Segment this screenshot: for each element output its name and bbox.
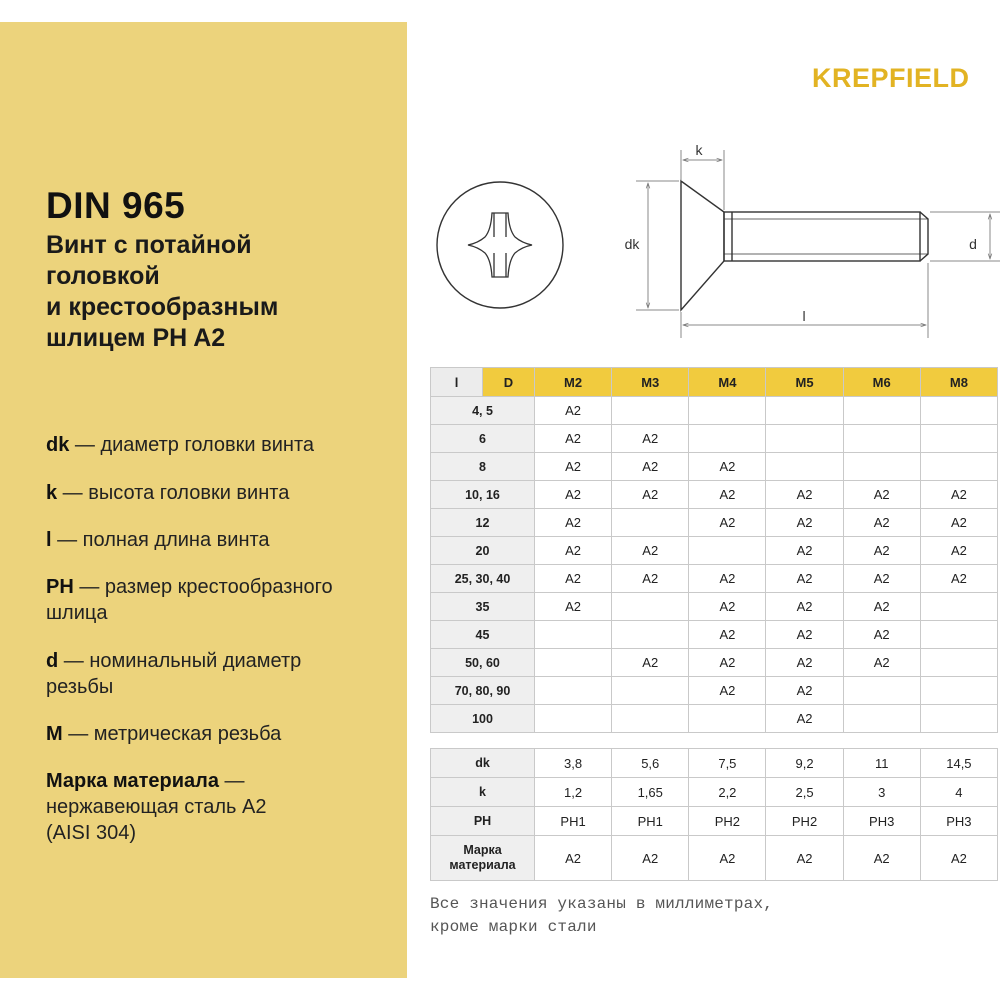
dims-cell: PH2 [766,807,843,836]
availability-cell: A2 [843,649,920,677]
availability-cell [689,705,766,733]
availability-cell: A2 [843,621,920,649]
availability-cell [843,425,920,453]
availability-cell: A2 [535,397,612,425]
availability-cell [689,537,766,565]
availability-cell: A2 [689,621,766,649]
availability-cell [920,425,997,453]
dims-row [431,749,998,778]
row-length-label: 8 [431,453,535,481]
row-length-label: 10, 16 [431,481,535,509]
legend-item-l [46,527,396,553]
availability-cell [766,453,843,481]
dims-cell: PH3 [920,807,997,836]
row-length-label: 20 [431,537,535,565]
availability-cell: A2 [535,481,612,509]
availability-cell: A2 [612,481,689,509]
subtitle-line: головкой [46,262,160,290]
availability-cell: A2 [766,509,843,537]
availability-cell: A2 [766,537,843,565]
note-line: кроме марки стали [430,918,597,936]
dims-cell: A2 [766,836,843,881]
header-l: l [431,368,483,397]
availability-cell: A2 [766,705,843,733]
availability-cell: A2 [766,621,843,649]
dimension-label-dk: dk [624,236,640,252]
table-row [431,565,998,593]
dims-cell: 4 [920,778,997,807]
column-header: M6 [843,368,920,397]
row-length-label: 25, 30, 40 [431,565,535,593]
screw-head-top-view [437,182,563,308]
dims-cell: 1,65 [612,778,689,807]
subtitle-line: шлицем PH A2 [46,324,226,352]
legend-key: M [46,723,63,745]
availability-cell [535,677,612,705]
availability-cell [920,397,997,425]
legend-item-d [46,648,346,700]
availability-cell: A2 [535,565,612,593]
legend-text: — метрическая резьба [62,723,282,745]
availability-cell: A2 [535,453,612,481]
legend-text: — диаметр головки винта [69,434,315,456]
page-title: DIN 965 [46,185,186,226]
dimension-label-d: d [969,236,977,252]
row-length-label: 50, 60 [431,649,535,677]
legend-key: d [46,650,59,672]
column-header: M3 [612,368,689,397]
dims-row-label-line: материала [449,858,516,872]
row-length-label: 100 [431,705,535,733]
availability-cell: A2 [612,425,689,453]
availability-cell [843,397,920,425]
table-row [431,593,998,621]
dims-cell: 5,6 [612,749,689,778]
screw-drawing [0,0,1000,360]
availability-table [430,367,998,733]
availability-cell [843,677,920,705]
legend-item-ph [46,574,381,626]
legend-text: — размер крестообразного шлица [46,576,333,624]
availability-cell [689,425,766,453]
table-row [431,509,998,537]
availability-cell [535,621,612,649]
availability-cell: A2 [920,509,997,537]
row-length-label: 12 [431,509,535,537]
dimension-label-k: k [695,142,703,158]
availability-cell: A2 [843,593,920,621]
dims-cell: PH1 [612,807,689,836]
table-row [431,425,998,453]
availability-cell: A2 [535,593,612,621]
legend-key: k [46,482,58,504]
availability-cell [920,453,997,481]
legend-text: — полная длина винта [51,529,270,551]
availability-cell: A2 [843,537,920,565]
legend-item-k [46,480,396,506]
dims-cell: PH1 [535,807,612,836]
dims-cell: A2 [535,836,612,881]
row-length-label: 6 [431,425,535,453]
dims-cell: A2 [689,836,766,881]
subtitle-line: и крестообразным [46,293,279,321]
availability-cell: A2 [612,649,689,677]
table-row [431,481,998,509]
row-length-label: 35 [431,593,535,621]
availability-cell [920,593,997,621]
note-line: Все значения указаны в миллиметрах, [430,895,774,913]
column-header: M2 [535,368,612,397]
availability-cell: A2 [920,481,997,509]
row-length-label: 45 [431,621,535,649]
availability-cell [612,705,689,733]
screw-side-view [681,181,928,310]
availability-cell [843,453,920,481]
availability-cell: A2 [612,453,689,481]
dims-row [431,836,998,881]
row-length-label: 4, 5 [431,397,535,425]
dimension-label-l: l [802,308,806,324]
table-row [431,677,998,705]
availability-cell: A2 [766,481,843,509]
brand-logo: KREPFIELD [812,63,970,93]
column-header: M8 [920,368,997,397]
legend-item-m [46,721,396,747]
availability-cell: A2 [689,481,766,509]
legend-text: — номинальный диаметр резьбы [46,650,302,698]
dims-row-label-line: Марка [463,843,502,857]
table-row [431,649,998,677]
table-row [431,537,998,565]
dims-cell: 9,2 [766,749,843,778]
column-header: M5 [766,368,843,397]
availability-cell [920,621,997,649]
dims-row-label: PH [431,807,535,836]
availability-cell [535,705,612,733]
dims-cell: 2,5 [766,778,843,807]
availability-cell [920,705,997,733]
availability-cell [843,705,920,733]
availability-cell [535,649,612,677]
dims-row-label: dk [431,749,535,778]
availability-cell: A2 [766,565,843,593]
legend-text: — высота головки винта [57,482,290,504]
availability-cell [920,649,997,677]
phillips-cross-icon [468,213,532,277]
units-note [430,893,773,939]
availability-cell [612,621,689,649]
dimensions-table [430,748,998,881]
table-row [431,453,998,481]
table-row [431,705,998,733]
column-header: M4 [689,368,766,397]
availability-cell [766,397,843,425]
dims-cell: 7,5 [689,749,766,778]
availability-cell: A2 [612,537,689,565]
dims-cell: 11 [843,749,920,778]
availability-cell: A2 [689,565,766,593]
dims-row [431,807,998,836]
availability-cell [689,397,766,425]
availability-cell: A2 [535,509,612,537]
availability-cell: A2 [766,593,843,621]
availability-cell: A2 [920,565,997,593]
legend-key: dk [46,434,70,456]
availability-cell: A2 [689,677,766,705]
availability-cell: A2 [689,509,766,537]
availability-cell: A2 [766,649,843,677]
legend-key: PH [46,576,74,598]
availability-cell [612,509,689,537]
header-d: D [483,368,535,397]
dims-row-label [431,836,535,881]
subtitle-line: Винт с потайной [46,231,252,259]
availability-cell: A2 [920,537,997,565]
dims-cell: 3 [843,778,920,807]
dims-row-label: k [431,778,535,807]
dims-row [431,778,998,807]
dims-cell: 2,2 [689,778,766,807]
dims-cell: 14,5 [920,749,997,778]
availability-cell [612,397,689,425]
dims-cell: 1,2 [535,778,612,807]
availability-cell [612,677,689,705]
availability-cell: A2 [843,509,920,537]
dims-cell: PH2 [689,807,766,836]
availability-cell: A2 [843,481,920,509]
availability-cell [766,425,843,453]
dims-cell: A2 [920,836,997,881]
table-row [431,397,998,425]
availability-cell: A2 [535,425,612,453]
availability-cell: A2 [689,649,766,677]
table-row [431,621,998,649]
legend-text: — нержавеющая сталь A2 (AISI 304) [46,770,267,844]
availability-cell: A2 [843,565,920,593]
legend-item-dk [46,432,396,458]
dims-cell: A2 [612,836,689,881]
table-header-row [431,368,998,397]
dims-cell: 3,8 [535,749,612,778]
legend-key: Марка материала [46,770,219,792]
legend-item-material [46,768,286,846]
dims-cell: PH3 [843,807,920,836]
availability-cell: A2 [766,677,843,705]
row-length-label: 70, 80, 90 [431,677,535,705]
availability-cell: A2 [535,537,612,565]
legend-key: l [46,529,52,551]
dimension-lines [636,150,1000,338]
availability-cell [612,593,689,621]
dims-cell: A2 [843,836,920,881]
availability-cell [920,677,997,705]
availability-cell: A2 [689,453,766,481]
availability-cell: A2 [612,565,689,593]
availability-cell: A2 [689,593,766,621]
